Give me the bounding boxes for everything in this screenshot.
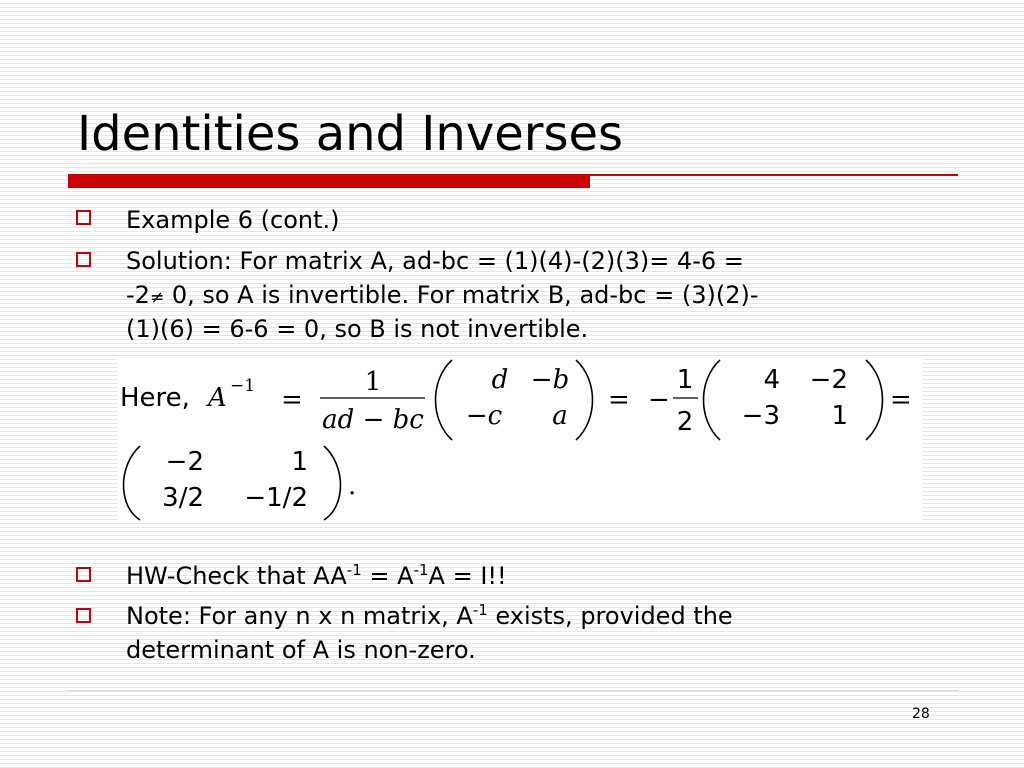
slide-title: Identities and Inverses (77, 106, 624, 162)
bullet-solution-line3: (1)(6) = 6-6 = 0, so B is not invertible. (126, 315, 589, 343)
fraction-denominator: ad − bc (322, 405, 424, 435)
here-label: Here, (120, 383, 190, 413)
m2-a11: 4 (763, 365, 780, 395)
m2-a22: 1 (831, 401, 848, 431)
matrix-a-symbol: A (208, 383, 227, 413)
bullet-hw-check (126, 559, 507, 593)
neg-two: -2 (126, 281, 150, 309)
m1-a11: d (491, 365, 509, 395)
m1-a22: a (552, 401, 568, 431)
m3-a21: 3/2 (162, 483, 204, 513)
left-paren (704, 360, 721, 440)
bullet-note-line2: determinant of A is non-zero. (126, 636, 476, 664)
equation-svg (118, 358, 922, 522)
left-paren (436, 360, 453, 440)
footer-rule (68, 690, 958, 691)
right-paren (576, 360, 593, 440)
m3-a12: 1 (291, 447, 308, 477)
half-numerator: 1 (676, 365, 694, 395)
m2-a21: −3 (741, 401, 780, 431)
bullet-example-6: Example 6 (cont.) (126, 206, 340, 234)
hw-mid: = A (361, 562, 414, 590)
period: . (348, 471, 357, 501)
m1-a12: −b (530, 365, 570, 395)
bullet-square-icon (76, 608, 91, 623)
m3-a22: −1/2 (244, 483, 308, 513)
page-number: 28 (912, 706, 930, 722)
inverse-exponent: −1 (230, 376, 256, 396)
right-paren (324, 446, 341, 520)
title-underline-thin (590, 174, 958, 176)
equals-sign: = (281, 385, 303, 415)
m1-a21: −c (465, 401, 503, 431)
note-prefix: Note: For any n x n matrix, A (126, 602, 473, 630)
m2-a12: −2 (809, 365, 848, 395)
hw-sup2: -1 (413, 561, 429, 579)
bullet-note-line1 (126, 599, 733, 633)
m3-a11: −2 (165, 447, 204, 477)
right-paren (866, 360, 883, 440)
title-underline-thick (68, 174, 590, 188)
left-paren (124, 446, 141, 520)
bullet-square-icon (76, 567, 91, 582)
not-equal-sign: ≠ (149, 288, 165, 308)
equals-sign: = (608, 385, 630, 415)
note-sup: -1 (472, 601, 488, 619)
minus-sign: − (648, 385, 670, 415)
note-suffix: exists, provided the (487, 602, 733, 630)
hw-suffix: A = I!! (428, 562, 507, 590)
solution-line2-text: 0, so A is invertible. For matrix B, ad-bc = (3)(2)- (164, 281, 759, 309)
hw-prefix: HW-Check that AA (126, 562, 347, 590)
inverse-equation (118, 358, 922, 522)
equals-sign: = (890, 385, 912, 415)
fraction-numerator: 1 (364, 367, 382, 397)
bullet-square-icon (76, 252, 91, 267)
bullet-square-icon (76, 210, 91, 225)
hw-sup1: -1 (346, 561, 362, 579)
bullet-solution-line2 (126, 278, 759, 315)
title-underline (68, 174, 958, 188)
half-denominator: 2 (676, 407, 694, 437)
bullet-solution-line1: Solution: For matrix A, ad-bc = (1)(4)-(2)(3)= 4-6 = (126, 247, 744, 275)
